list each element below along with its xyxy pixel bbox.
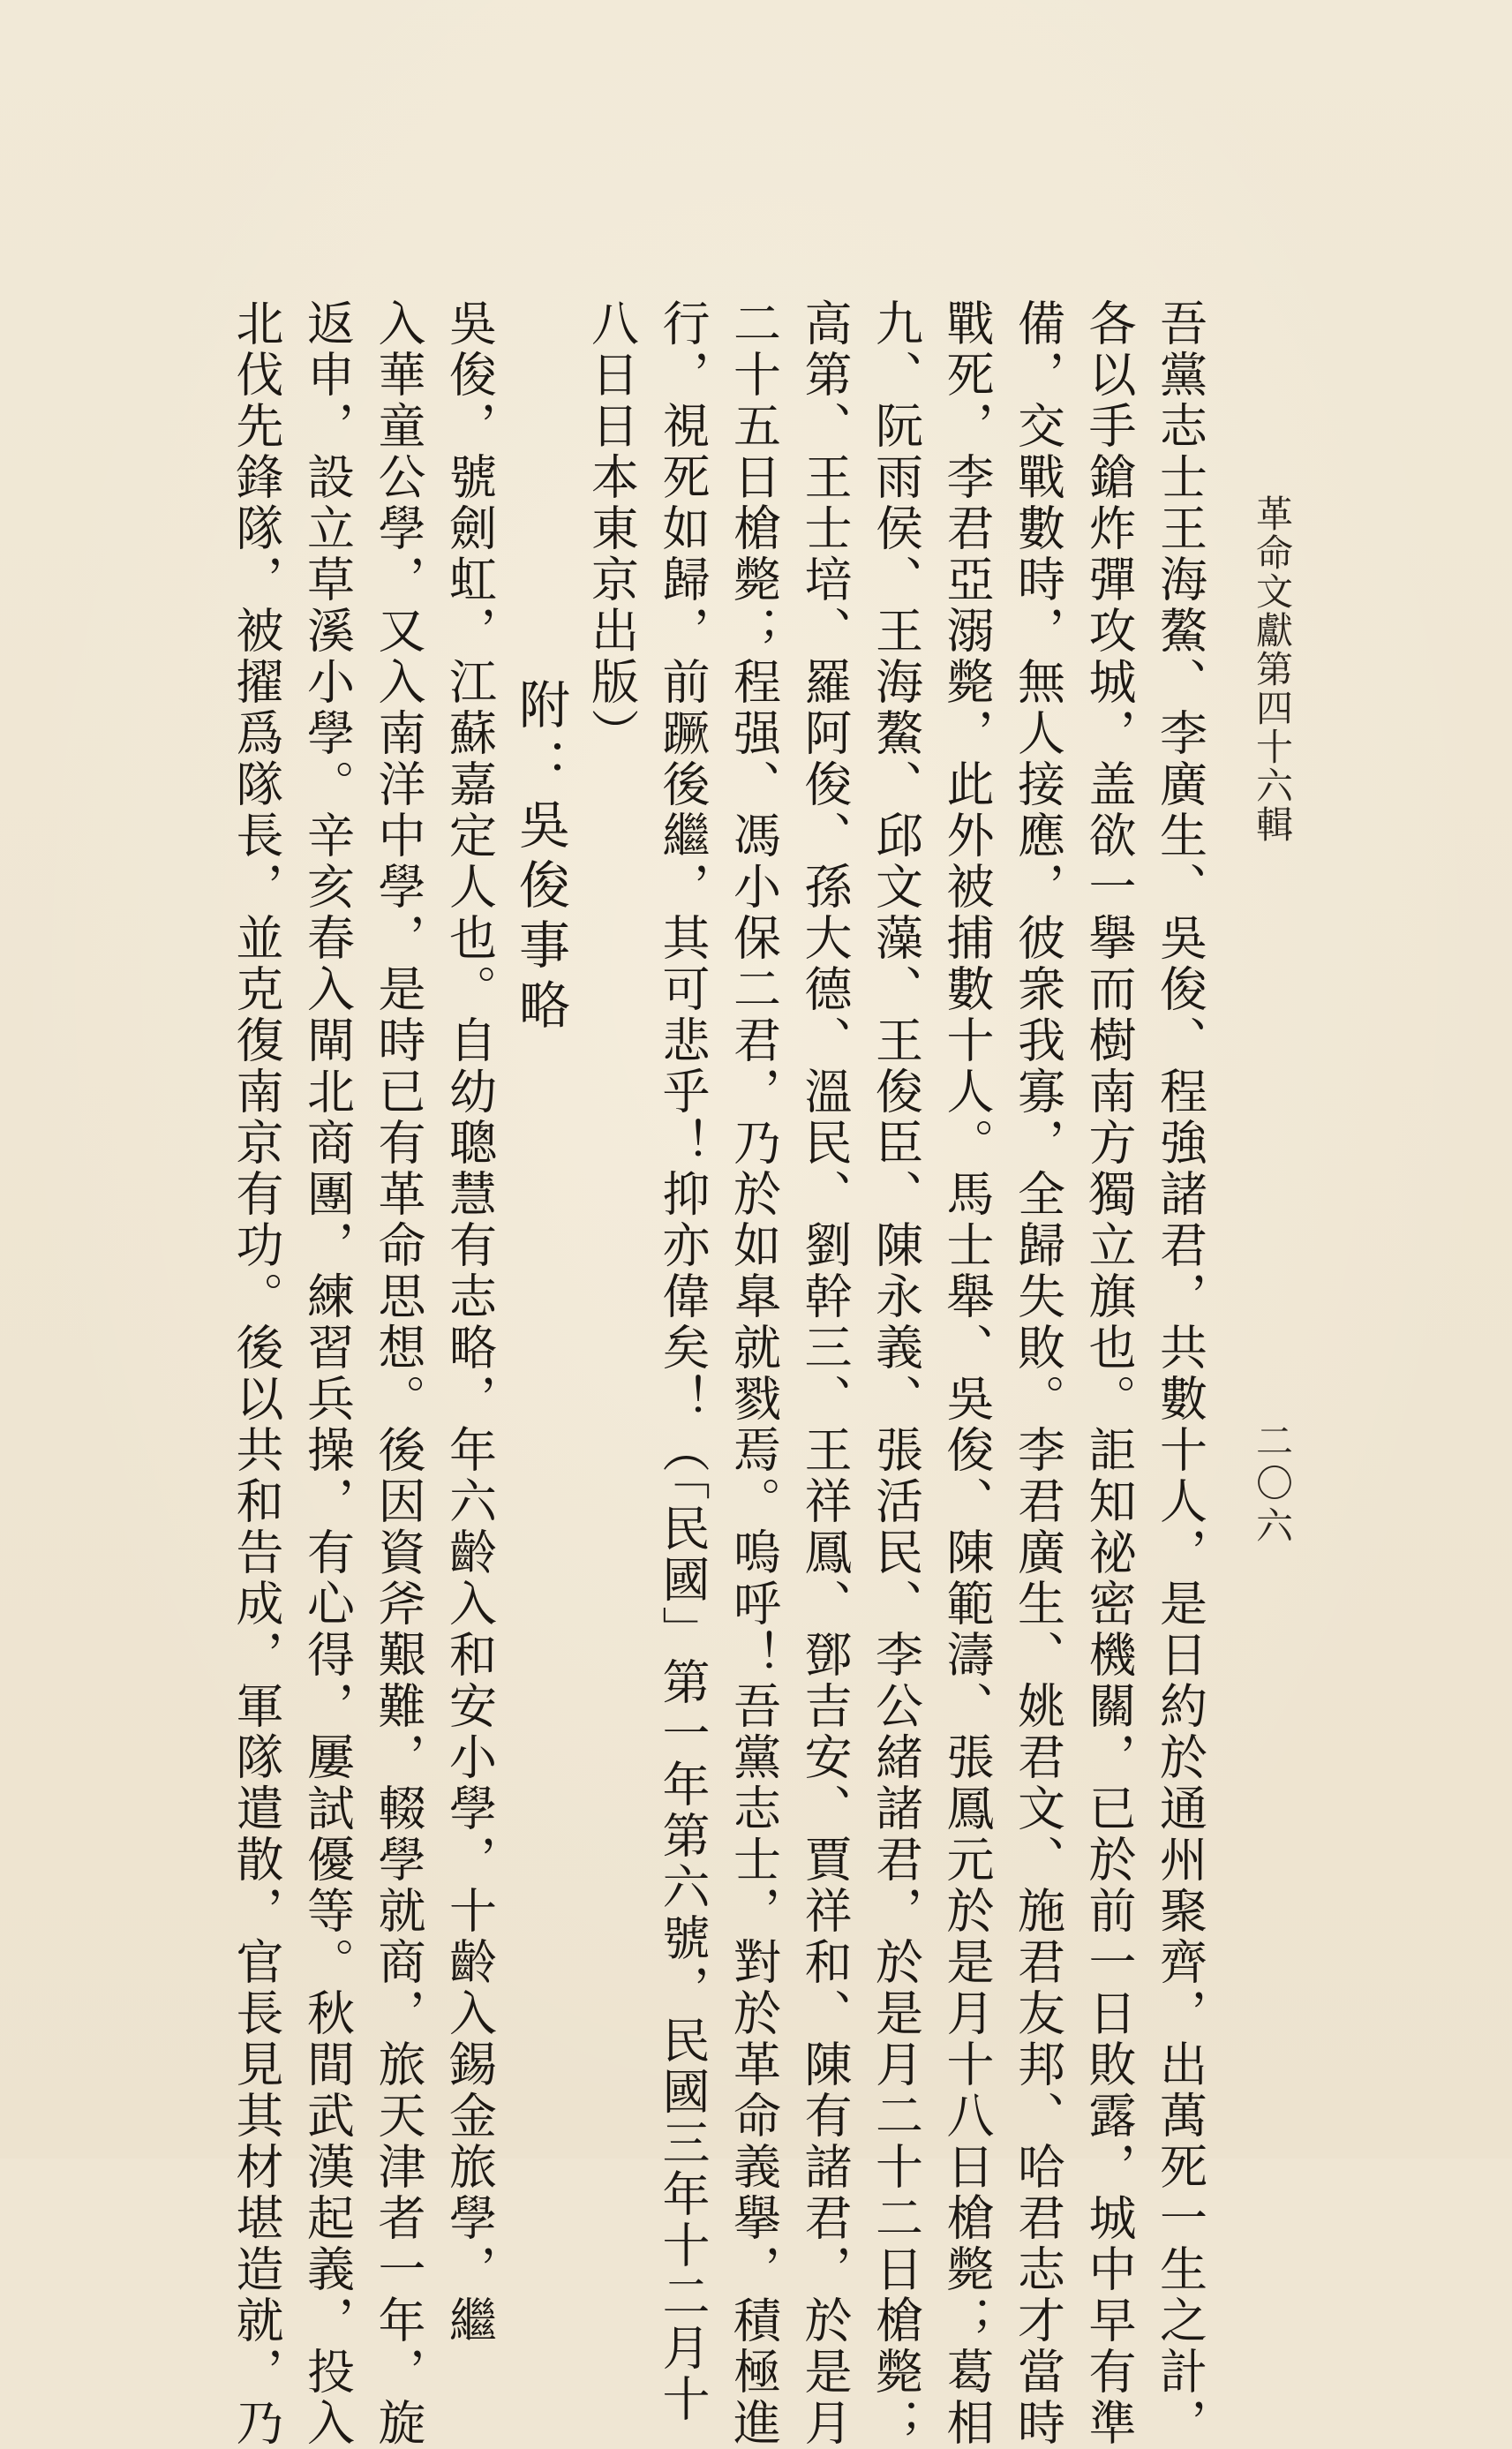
text-column: 各以手鎗炸彈攻城，盖欲一擧而樹南方獨立旗也。詎知祕密機關，已於前一日敗露，城中早有準: [1081, 298, 1137, 2449]
text-column: 二十五日槍斃；程强、馮小保二君，乃於如臯就戮焉。嗚呼！吾黨志士，對於革命義擧，積極進: [726, 298, 782, 2449]
running-title: 革命文獻第四十六輯: [1251, 494, 1294, 844]
page-number: 二〇六: [1251, 1421, 1294, 1549]
text-column: 吾黨志士王海鰲、李廣生、吳俊、程強諸君，共數十人，是日約於通州聚齊，出萬死一生之計，: [1152, 298, 1208, 2449]
text-column: 返申，設立草溪小學。辛亥春入閘北商團，練習兵操，有心得，屢試優等。秋間武漢起義，投入: [299, 298, 356, 2449]
text-column: 戰死，李君亞溺斃，此外被捕數十人。馬士舉、吳俊、陳範濤、張鳳元於是月十八日槍斃；葛相: [939, 298, 995, 2449]
text-column: 八日日本東京出版）: [583, 298, 640, 759]
text-column: 行，視死如歸，前蹶後繼，其可悲乎！抑亦偉矣！（「民國」第一年第六號，民國三年十二月十: [655, 298, 711, 2425]
text-column: 高第、王士培、羅阿俊、孫大德、溫民、劉幹三、王祥鳳、鄧吉安、賈祥和、陳有諸君，於是月: [797, 298, 853, 2449]
text-column: 北伐先鋒隊，被擢爲隊長，並克復南京有功。後以共和告成，軍隊遣散，官長見其材堪造就，乃: [229, 298, 284, 2449]
text-column: 備，交戰數時，無人接應，彼衆我寡，全歸失敗。李君廣生、姚君文、施君友邦、哈君志才當時: [1010, 298, 1066, 2449]
text-column: 吳俊，號劍虹，江蘇嘉定人也。自幼聰慧有志略，年六齡入和安小學，十齡入錫金旅學，繼: [441, 298, 498, 2347]
body-text: [225, 298, 1211, 2449]
section-heading: 附：吳俊事略: [510, 678, 570, 1038]
text-column: 九、阮雨侯、王海鰲、邱文藻、王俊臣、陳永義、張活民、李公緒諸君，於是月二十二日槍斃；: [868, 298, 924, 2449]
text-column: 入華童公學，又入南洋中學，是時已有革命思想。後因資斧艱難，輟學就商，旅天津者一年，旋: [371, 298, 426, 2449]
